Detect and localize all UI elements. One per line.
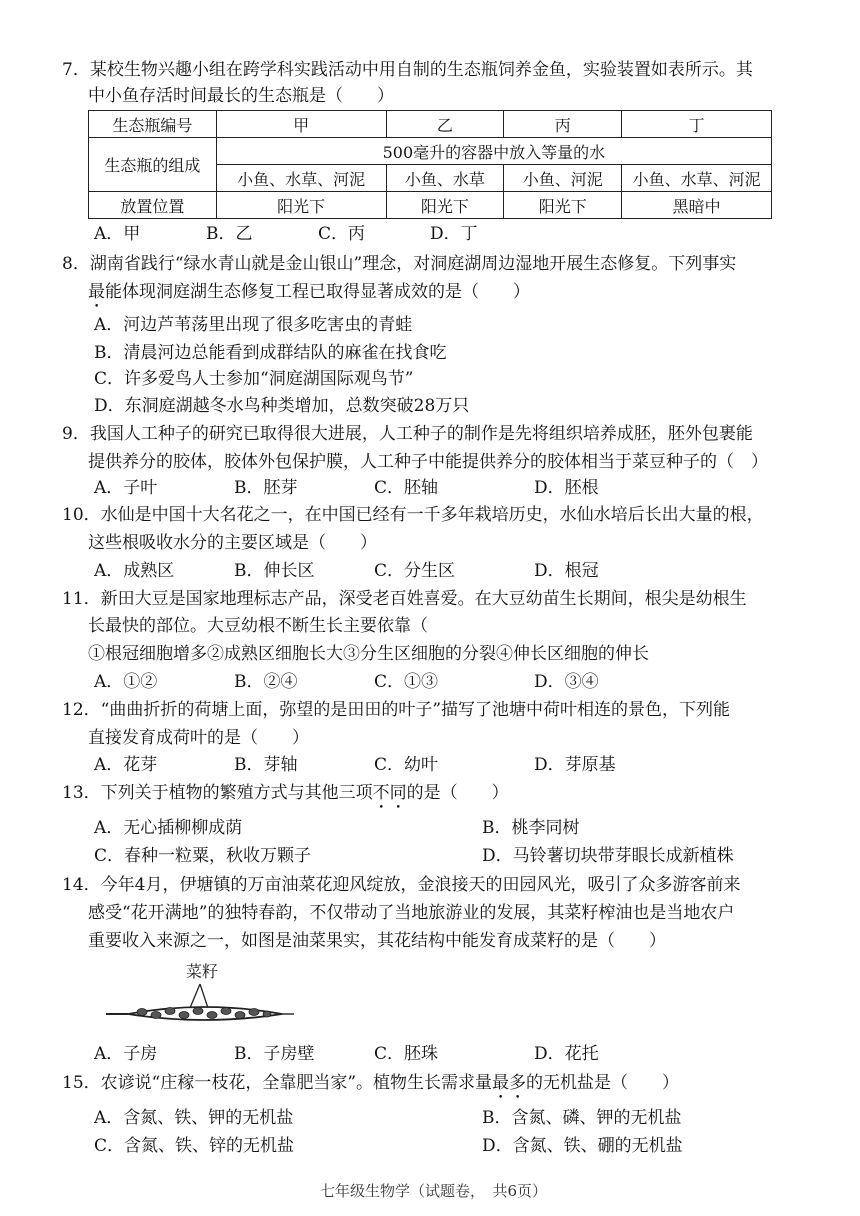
table-cell: 阳光下 — [216, 192, 386, 219]
table-cell: 黑暗中 — [622, 192, 772, 219]
option-d[interactable]: D．根冠 — [534, 561, 599, 581]
option-c[interactable]: C．胚轴 — [374, 478, 439, 498]
table-cell: 小鱼、水草、河泥 — [216, 165, 386, 192]
option-d[interactable]: D．胚根 — [534, 478, 599, 498]
option-b[interactable]: B．桃李同树 — [482, 818, 580, 838]
option-b[interactable]: B．乙 — [206, 224, 253, 244]
q15-stem-line1 — [62, 1071, 679, 1103]
q15-stem-text: 15．农谚说“庄稼一枝花，全靠肥当家”。植物生长需求量 — [62, 1073, 493, 1093]
option-a[interactable]: A．子叶 — [94, 478, 158, 498]
q14-stem-line2: 感受“花开满地”的独特春韵，不仅带动了当地旅游业的发展，其菜籽榨油也是当地农户 — [88, 903, 735, 923]
table-cell: 小鱼、水草 — [386, 165, 504, 192]
option-c[interactable]: C．分生区 — [374, 561, 456, 581]
table-cell: 小鱼、河泥 — [504, 165, 622, 192]
q11-stem-line3: ①根冠细胞增多②成熟区细胞长大③分生区细胞的分裂④伸长区细胞的伸长 — [88, 644, 649, 664]
option-b[interactable]: B．胚芽 — [234, 478, 298, 498]
option-d[interactable]: D．含氮、铁、硼的无机盐 — [482, 1136, 683, 1156]
emphasis-mark: 最 — [88, 282, 105, 302]
option-c[interactable]: C．丙 — [318, 224, 366, 244]
table-cell: 甲 — [216, 111, 386, 138]
option-d[interactable]: D．丁 — [430, 224, 478, 244]
option-b[interactable]: B．含氮、磷、钾的无机盐 — [482, 1108, 682, 1128]
option-a[interactable]: A．含氮、铁、钾的无机盐 — [94, 1108, 294, 1128]
option-a[interactable]: A．①② — [94, 672, 158, 692]
q9-stem-line1: 9．我国人工种子的研究已取得很大进展，人工种子的制作是先将组织培养成胚，胚外包裹能 — [62, 424, 753, 444]
q10-stem-line1: 10．水仙是中国十大名花之一，在中国已经有一千多年栽培历史，水仙水培后长出大量的根， — [62, 505, 764, 525]
option-a[interactable]: A．甲 — [94, 224, 141, 244]
q13-stem-text: 13．下列关于植物的繁殖方式与其他三项 — [62, 783, 373, 803]
option-b[interactable]: B．②④ — [234, 672, 298, 692]
q13-stem-line1 — [62, 781, 509, 813]
q13-stem-text-end: 的是（ ） — [406, 783, 509, 803]
q7-stem-line2: 中小鱼存活时间最长的生态瓶是（ ） — [88, 86, 394, 106]
emphasis-mark: 最多 — [492, 1073, 527, 1093]
table-cell-common: 500毫升的容器中放入等量的水 — [216, 138, 771, 165]
option-a[interactable]: A．子房 — [94, 1044, 158, 1064]
table-header-composition: 生态瓶的组成 — [89, 138, 217, 192]
option-a[interactable]: A．花芽 — [94, 755, 158, 775]
q10-stem-line2: 这些根吸收水分的主要区域是（ ） — [88, 533, 377, 553]
option-a[interactable]: A．河边芦苇荡里出现了很多吃害虫的青蛙 — [94, 315, 413, 335]
table-row — [89, 111, 772, 138]
table-cell: 阳光下 — [504, 192, 622, 219]
table-cell: 丁 — [622, 111, 772, 138]
option-c[interactable]: C．含氮、铁、锌的无机盐 — [94, 1136, 295, 1156]
q8-stem-line1: 8．湖南省践行“绿水青山就是金山银山”理念，对洞庭湖周边湿地开展生态修复。下列事实 — [62, 254, 737, 274]
option-b[interactable]: B．芽轴 — [234, 755, 298, 775]
q14-stem-line3: 重要收入来源之一，如图是油菜果实，其花结构中能发育成菜籽的是（ ） — [88, 931, 666, 951]
figure-label: 菜籽 — [186, 962, 219, 981]
table-header-position: 放置位置 — [89, 192, 217, 219]
table-cell: 乙 — [386, 111, 504, 138]
option-b[interactable]: B．伸长区 — [234, 561, 315, 581]
q8-stem-line2 — [88, 280, 530, 312]
option-d[interactable]: D．花托 — [534, 1044, 599, 1064]
option-c[interactable]: C．许多爱鸟人士参加“洞庭湖国际观鸟节” — [94, 369, 414, 389]
option-d[interactable]: D．③④ — [534, 672, 599, 692]
option-d[interactable]: D．东洞庭湖越冬水鸟种类增加，总数突破28万只 — [94, 396, 470, 416]
option-a[interactable]: A．成熟区 — [94, 561, 175, 581]
q12-stem-line1: 12．“曲曲折折的荷塘上面，弥望的是田田的叶子”描写了池塘中荷叶相连的景色，下列能 — [62, 700, 731, 720]
q10-options — [94, 559, 599, 583]
q9-stem-line2: 提供养分的胶体，胶体外包保护膜，人工种子中能提供养分的胶体相当于菜豆种子的（ ） — [88, 452, 768, 472]
option-c[interactable]: C．胚珠 — [374, 1044, 439, 1064]
option-d[interactable]: D．芽原基 — [534, 755, 616, 775]
table-header-id: 生态瓶编号 — [89, 111, 217, 138]
option-c[interactable]: C．①③ — [374, 672, 439, 692]
option-d[interactable]: D．马铃薯切块带芽眼长成新植株 — [482, 846, 734, 866]
q11-options — [94, 670, 599, 694]
option-b[interactable]: B．清晨河边总能看到成群结队的麻雀在找食吃 — [94, 343, 447, 363]
q14-options — [94, 1042, 599, 1066]
q9-options — [94, 476, 599, 500]
q12-stem-line2: 直接发育成荷叶的是（ ） — [88, 728, 309, 748]
q11-stem-line2: 长最快的部位。大豆幼根不断生长主要依靠（ — [88, 616, 428, 636]
option-a[interactable]: A．无心插柳柳成荫 — [94, 818, 243, 838]
table-cell: 阳光下 — [386, 192, 504, 219]
page-footer: 七年级生物学（试题卷， 共6页） — [320, 1182, 548, 1200]
table-cell: 小鱼、水草、河泥 — [622, 165, 772, 192]
table-row — [89, 138, 772, 165]
q8-stem-text: 能体现洞庭湖生态修复工程已取得显著成效的是（ ） — [105, 282, 530, 302]
option-c[interactable]: C．春种一粒粟，秋收万颗子 — [94, 846, 312, 866]
q7-stem-line1: 7．某校生物兴趣小组在跨学科实践活动中用自制的生态瓶饲养金鱼，实验装置如表所示。其 — [62, 60, 753, 80]
q15-stem-text-end: 的无机盐是（ ） — [526, 1073, 680, 1093]
table-cell: 丙 — [504, 111, 622, 138]
q14-stem-line1: 14．今年4月，伊塘镇的万亩油菜花迎风绽放，金浪接天的田园风光，吸引了众多游客前来 — [62, 875, 741, 895]
q11-stem-line1: 11．新田大豆是国家地理标志产品，深受老百姓喜爱。在大豆幼苗生长期间，根尖是幼根生 — [62, 589, 747, 609]
emphasis-mark: 不同 — [372, 783, 407, 803]
table-row — [89, 192, 772, 219]
option-b[interactable]: B．子房壁 — [234, 1044, 315, 1064]
q7-ecosystem-table — [88, 110, 772, 219]
rapeseed-fruit-figure — [104, 960, 304, 1030]
q7-options — [94, 222, 478, 246]
option-c[interactable]: C．幼叶 — [374, 755, 439, 775]
q12-options — [94, 753, 616, 777]
